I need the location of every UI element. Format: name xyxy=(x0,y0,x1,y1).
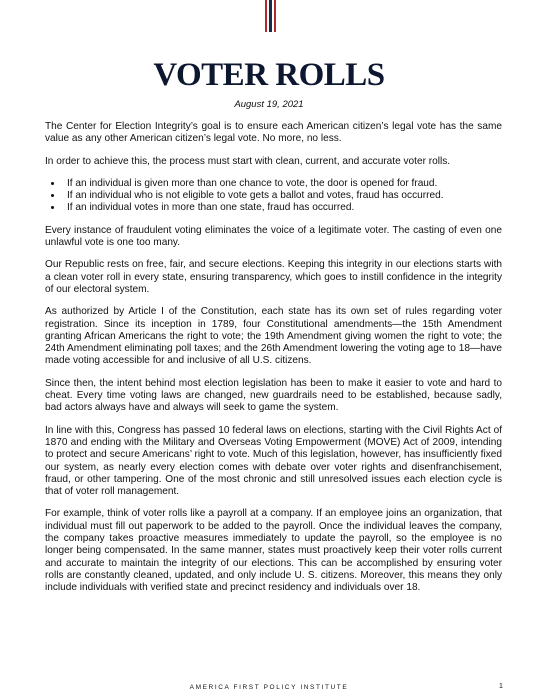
paragraph: For example, think of voter rolls like a payroll at a company. If an employee joins an organization, that individual must fill out paperwork to be added to the payroll. Once the individual leaves the company, the company takes proactive measures immediately to update the payroll, so the employee is no longer being compensated. In the same manner, states must proactively keep their voter rolls current and accurate to maintain the integrity of our elections. This can be accomplished by ensuring voter rolls are constantly cleaned, updated, and only include U. S. citizens. Moreover, this means they only include individuals with verified state and precinct residency and individuals over 18. xyxy=(45,508,502,594)
list-item: • If an individual votes in more than one state, fraud has occurred. xyxy=(63,202,502,214)
publication-date: August 19, 2021 xyxy=(234,99,304,110)
page-number: 1 xyxy=(499,683,503,690)
paragraph: In order to achieve this, the process must start with clean, current, and accurate voter rolls. xyxy=(45,155,451,167)
paragraph: Since then, the intent behind most election legislation has been to make it easier to vote and hard to cheat. Every time voting laws are changed, new guardrails need to be established, because sadly, bad actors always have and always will seek to game the system. xyxy=(45,377,502,414)
page-title: VOTER ROLLS xyxy=(153,57,385,93)
red-stripe xyxy=(274,0,276,32)
footer-org-name: AMERICA FIRST POLICY INSTITUTE xyxy=(189,684,349,691)
navy-stripe xyxy=(269,0,271,32)
red-stripe xyxy=(265,0,267,32)
list-item: • If an individual is given more than one chance to vote, the door is opened for fraud. xyxy=(63,178,502,190)
document-body xyxy=(45,121,502,605)
paragraph: Every instance of fraudulent voting eliminates the voice of a legitimate voter. The casting of even one unlawful vote is one too many. xyxy=(45,224,502,249)
list-item: • If an individual who is not eligible to vote gets a ballot and votes, fraud has occurred. xyxy=(63,190,502,202)
logo-stripes xyxy=(265,0,276,32)
paragraph: As authorized by Article I of the Constitution, each state has its own set of rules regarding voter registration. Since its inception in 1789, four Constitutional amendments—the 15th Amendment granting African Americans the right to vote; the 19th Amendment giving women the right to vote; the 24th Amendment eliminating poll taxes; and the 26th Amendment lowering the voting age to 18—have made voting accessible for and inclusive of all U.S. citizens. xyxy=(45,306,502,367)
bullet-list xyxy=(45,178,502,215)
paragraph: Our Republic rests on free, fair, and secure elections. Keeping this integrity in our elections starts with a clean voter roll in every state, ensuring transparency, which goes to instill confidence in the integrity of our electoral system. xyxy=(45,259,502,295)
paragraph: In line with this, Congress has passed 10 federal laws on elections, starting with the Civil Rights Act of 1870 and ending with the Military and Overseas Voting Empowerment (MOVE) Act of 2009, intending to protect and secure Americans’ right to vote. Much of this legislation, however, has insufficiently fixed our system, as nearly every election comes with debate over voter rights and disenfranchisement, fraud, or other tampering. One of the most chronic and still unresolved issues each election cycle is that of voter roll management. xyxy=(45,424,502,498)
paragraph: The Center for Election Integrity’s goal is to ensure each American citizen’s legal vote has the same value as any other American citizen’s legal vote. No more, no less. xyxy=(45,121,502,145)
